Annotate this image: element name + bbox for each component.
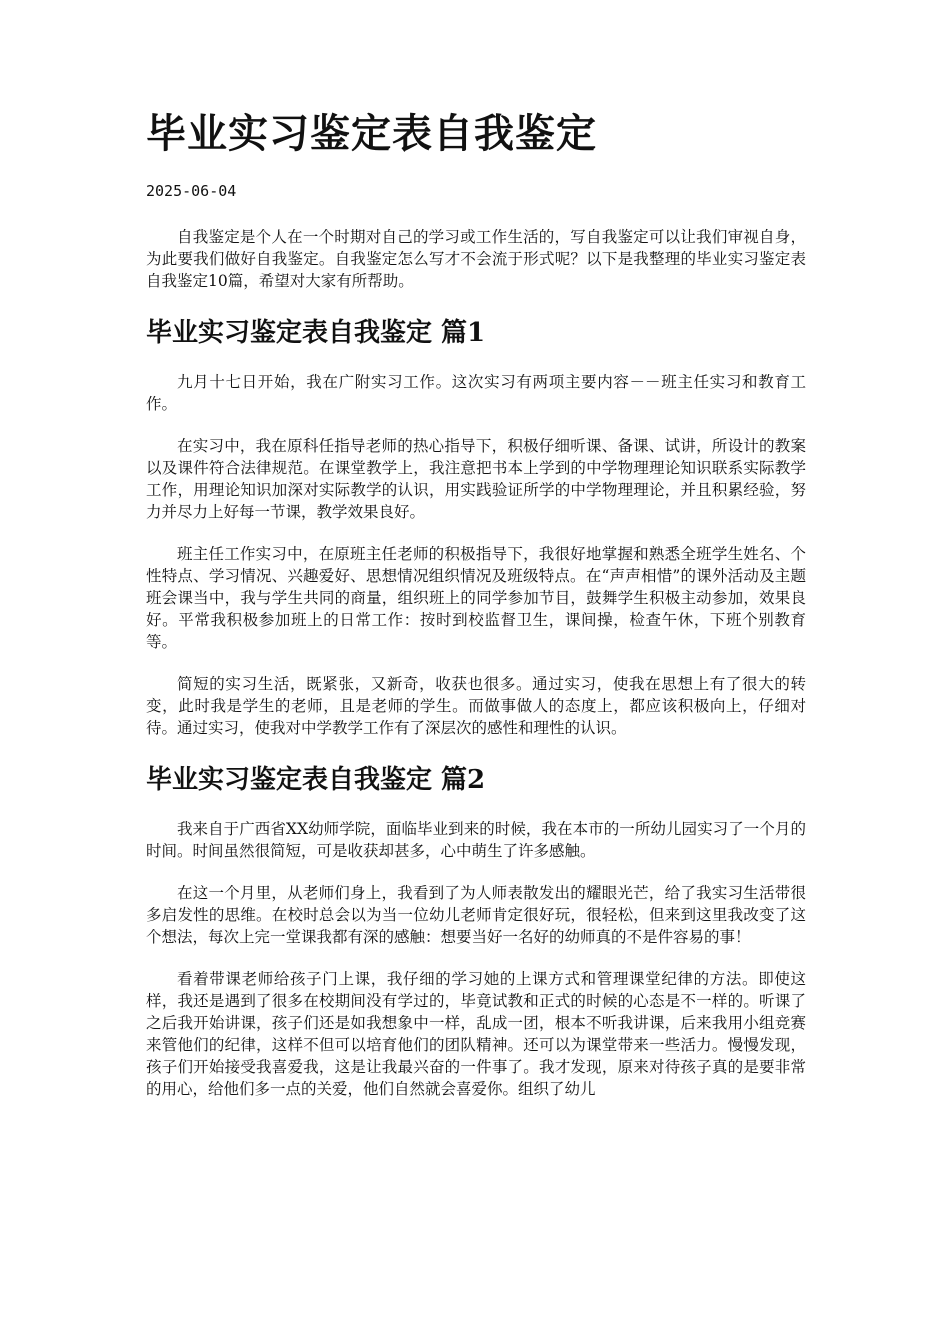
paragraph: 我来自于广西省XX幼师学院，面临毕业到来的时候，我在本市的一所幼儿园实习了一个月的时间。时间虽然很简短，可是收获却甚多，心中萌生了许多感触。 <box>146 820 806 861</box>
paragraph: 在实习中，我在原科任指导老师的热心指导下，积极仔细听课、备课、试讲，所设计的教案以及课件符合法律规范。在课堂教学上，我注意把书本上学到的中学物理理论知识联系实际教学工作，用理论知识加深对实际教学的认识，用实践验证所学的中学物理理论，并且积累经验，努力并尽力上好每一节课，教学效果良好。 <box>146 437 806 522</box>
paragraph: 看着带课老师给孩子门上课，我仔细的学习她的上课方式和管理课堂纪律的方法。即使这样，我还是遇到了很多在校期间没有学过的，毕竟试教和正式的时候的心态是不一样的。听课了之后我开始讲课，孩子们还是如我想象中一样，乱成一团，根本不听我讲课，后来我用小组竞赛来管他们的纪律，这样不但可以培育他们的团队精神。还可以为课堂带来一些活力。慢慢发现，孩子们开始接受我喜爱我，这是让我最兴奋的一件事了。我才发现，原来对待孩子真的是要非常的用心，给他们多一点的关爱，他们自然就会喜爱你。组织了幼儿 <box>146 970 806 1099</box>
intro-paragraph: 自我鉴定是个人在一个时期对自己的学习或工作生活的，写自我鉴定可以让我们审视自身，为此要我们做好自我鉴定。自我鉴定怎么写才不会流于形式呢？以下是我整理的毕业实习鉴定表自我鉴定10篇，希望对大家有所帮助。 <box>146 228 806 290</box>
section-heading: 毕业实习鉴定表自我鉴定 篇2 <box>146 765 486 796</box>
document-page <box>146 110 806 1120</box>
document-title: 毕业实习鉴定表自我鉴定 <box>146 110 597 157</box>
section-heading: 毕业实习鉴定表自我鉴定 篇1 <box>146 318 486 348</box>
paragraph: 在这一个月里，从老师们身上，我看到了为人师表散发出的耀眼光芒，给了我实习生活带很多启发性的思维。在校时总会以为当一位幼儿老师肯定很好玩，很轻松，但来到这里我改变了这个想法，每次上完一堂课我都有深的感触：想要当好一名好的幼师真的不是件容易的事！ <box>146 884 806 947</box>
paragraph: 九月十七日开始，我在广附实习工作。这次实习有两项主要内容－－班主任实习和教育工作。 <box>146 373 806 414</box>
paragraph: 简短的实习生活，既紧张，又新奇，收获也很多。通过实习，使我在思想上有了很大的转变，此时我是学生的老师，且是老师的学生。而做事做人的态度上，都应该积极向上，仔细对待。通过实习，使我对中学教学工作有了深层次的感性和理性的认识。 <box>146 675 806 738</box>
document-date: 2025-06-04 <box>146 182 237 200</box>
paragraph: 班主任工作实习中，在原班主任老师的积极指导下，我很好地掌握和熟悉全班学生姓名、个性特点、学习情况、兴趣爱好、思想情况组织情况及班级特点。在“声声相惜”的课外活动及主题班会课当中，我与学生共同的商量，组织班上的同学参加节目，鼓舞学生积极主动参加，效果良好。平常我积极参加班上的日常工作：按时到校监督卫生，课间操，检查午休，下班个别教育等。 <box>146 545 806 652</box>
